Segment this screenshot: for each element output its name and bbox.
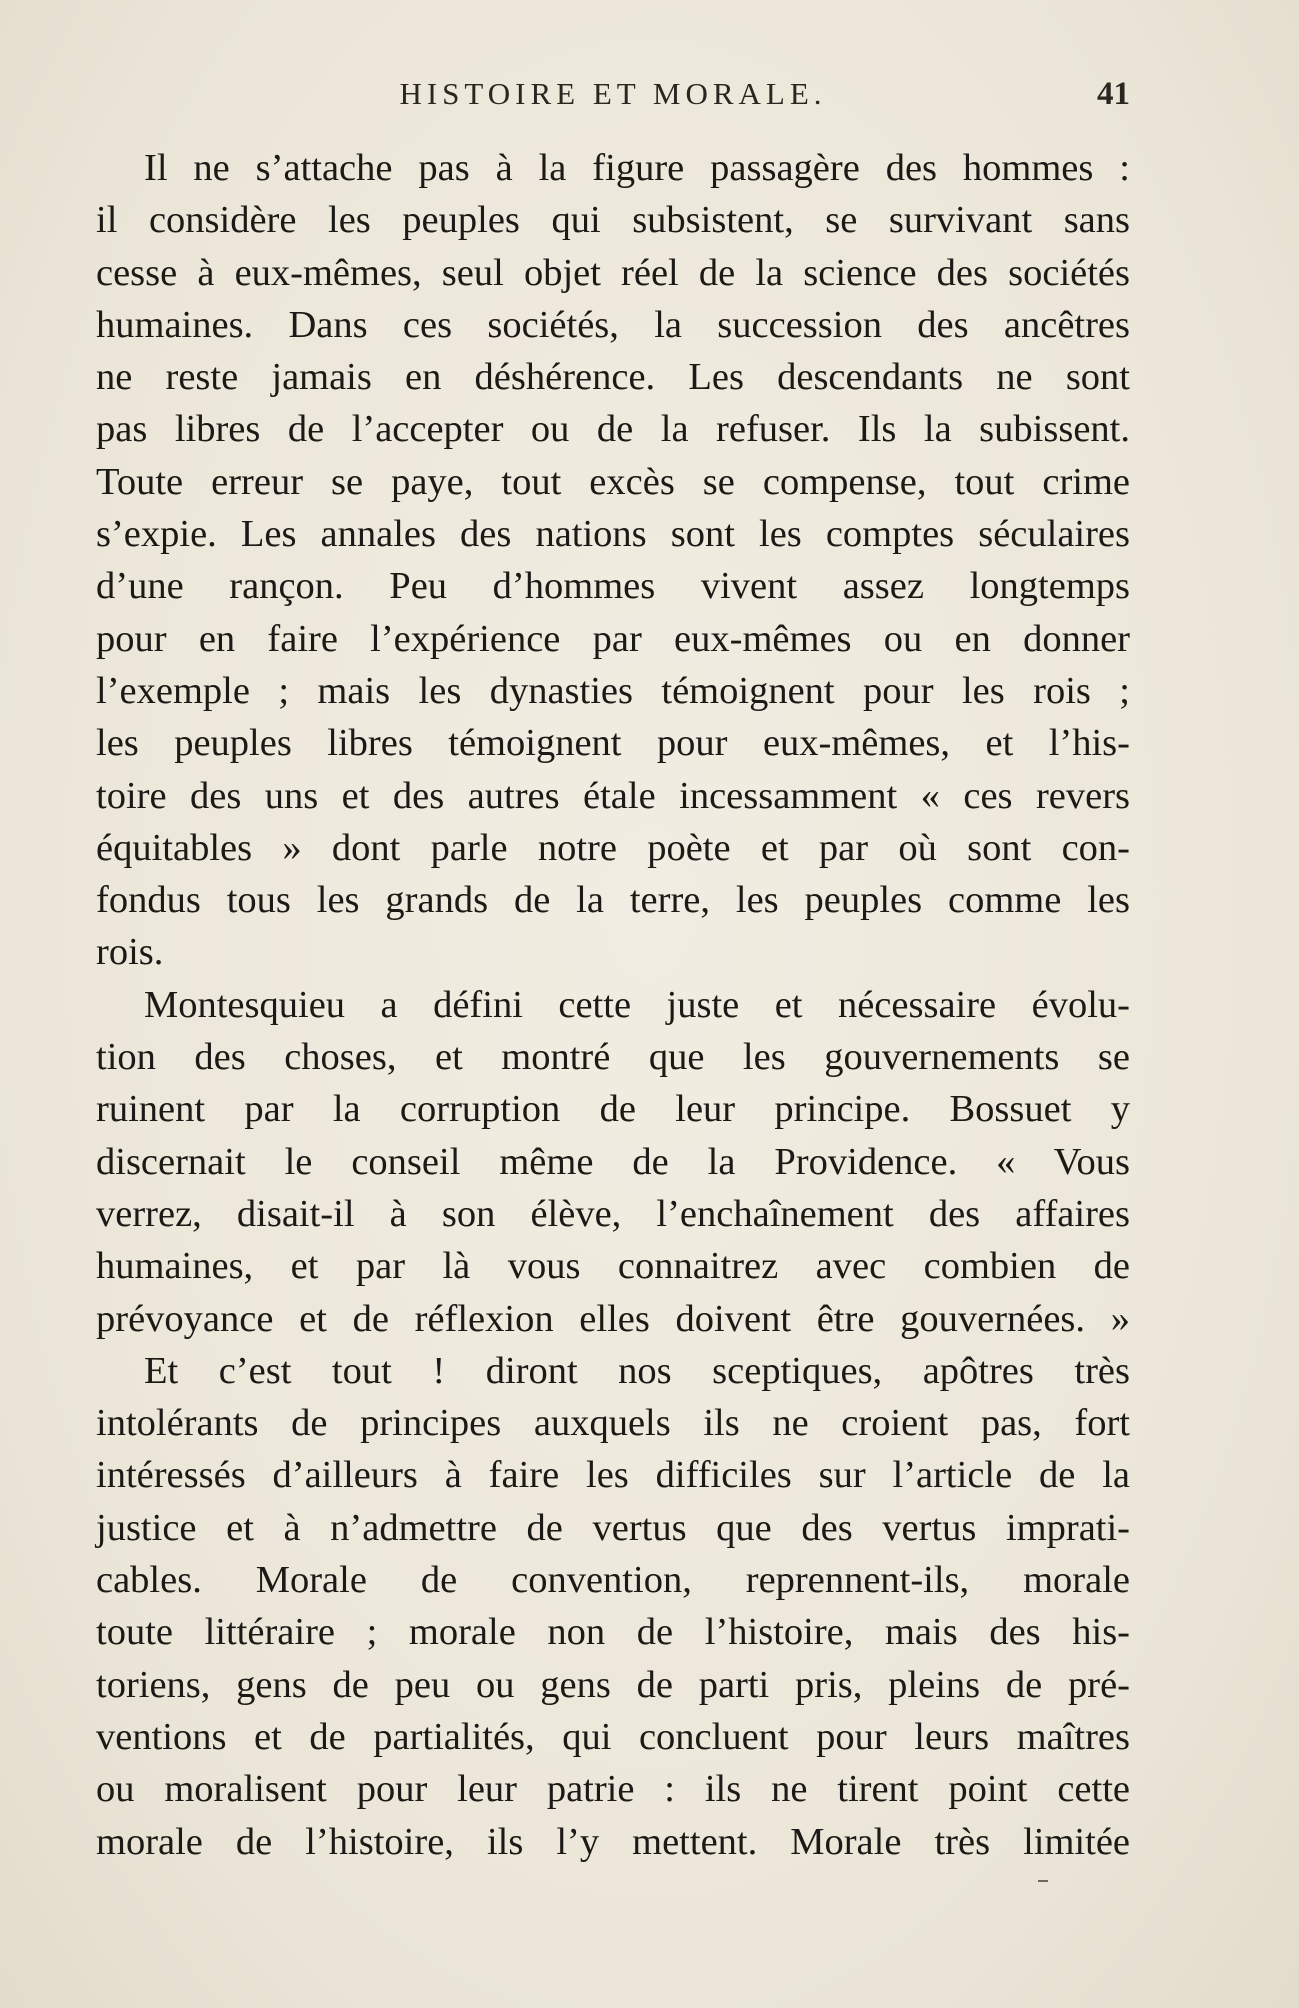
text-line: humaines. Dans ces sociétés, la succession des ancêtres — [96, 303, 1130, 346]
text-line: prévoyance et de réflexion elles doivent être gouvernées. » — [96, 1297, 1130, 1340]
text-line: ventions et de partialités, qui concluent pour leurs maîtres — [96, 1715, 1130, 1758]
running-title: HISTOIRE ET MORALE. — [399, 76, 827, 111]
text-line: ou moralisent pour leur patrie : ils ne tirent point cette — [96, 1768, 1130, 1811]
paragraph — [96, 979, 1130, 1345]
paragraph — [96, 1345, 1130, 1868]
page-number: 41 — [1097, 76, 1130, 112]
paragraph — [96, 142, 1130, 979]
text-line: rois. — [96, 931, 164, 974]
text-line: discernait le conseil même de la Providence. « Vous — [96, 1140, 1130, 1183]
text-line: toriens, gens de peu ou gens de parti pris, pleins de pré- — [96, 1663, 1130, 1706]
text-line: s’expie. Les annales des nations sont les comptes séculaires — [96, 513, 1130, 556]
text-line: il considère les peuples qui subsistent, se survivant sans — [96, 199, 1130, 242]
text-line: cables. Morale de convention, reprennent-ils, morale — [96, 1559, 1130, 1602]
text-line: morale de l’histoire, ils l’y mettent. Morale très limitée — [96, 1820, 1130, 1863]
text-line: fondus tous les grands de la terre, les peuples comme les — [96, 879, 1130, 922]
text-line: humaines, et par là vous connaitrez avec combien de — [96, 1245, 1130, 1288]
text-line: Montesquieu a défini cette juste et nécessaire évolu- — [144, 983, 1130, 1026]
text-line: toute littéraire ; morale non de l’histoire, mais des his- — [96, 1611, 1130, 1654]
text-line: pour en faire l’expérience par eux-mêmes ou en donner — [96, 617, 1130, 660]
text-line: toire des uns et des autres étale incessamment « ces revers — [96, 774, 1130, 817]
text-line: ne reste jamais en déshérence. Les descendants ne sont — [96, 356, 1130, 399]
text-line: équitables » dont parle notre poète et par où sont con- — [96, 826, 1130, 869]
body-text — [96, 142, 1130, 1868]
text-line: l’exemple ; mais les dynasties témoignent pour les rois ; — [96, 669, 1130, 712]
text-line: cesse à eux-mêmes, seul objet réel de la science des sociétés — [96, 251, 1130, 294]
text-line: ruinent par la corruption de leur principe. Bossuet y — [96, 1088, 1130, 1131]
running-head — [96, 76, 1130, 126]
text-line: intéressés d’ailleurs à faire les difficiles sur l’article de la — [96, 1454, 1130, 1497]
text-line: d’une rançon. Peu d’hommes vivent assez longtemps — [96, 565, 1130, 608]
text-line: intolérants de principes auxquels ils ne croient pas, fort — [96, 1402, 1130, 1445]
ink-mark — [1038, 1880, 1048, 1882]
text-line: verrez, disait-il à son élève, l’enchaînement des affaires — [96, 1192, 1130, 1235]
text-line: Il ne s’attache pas à la figure passagère des hommes : — [144, 147, 1130, 189]
text-line: les peuples libres témoignent pour eux-mêmes, et l’his- — [96, 722, 1130, 765]
text-line: tion des choses, et montré que les gouvernements se — [96, 1036, 1130, 1079]
text-line: justice et à n’admettre de vertus que des vertus imprati- — [96, 1506, 1130, 1549]
text-line: pas libres de l’accepter ou de la refuser. Ils la subissent. — [96, 408, 1130, 451]
text-line: Et c’est tout ! diront nos sceptiques, apôtres très — [144, 1349, 1130, 1392]
text-line: Toute erreur se paye, tout excès se compense, tout crime — [96, 460, 1130, 503]
